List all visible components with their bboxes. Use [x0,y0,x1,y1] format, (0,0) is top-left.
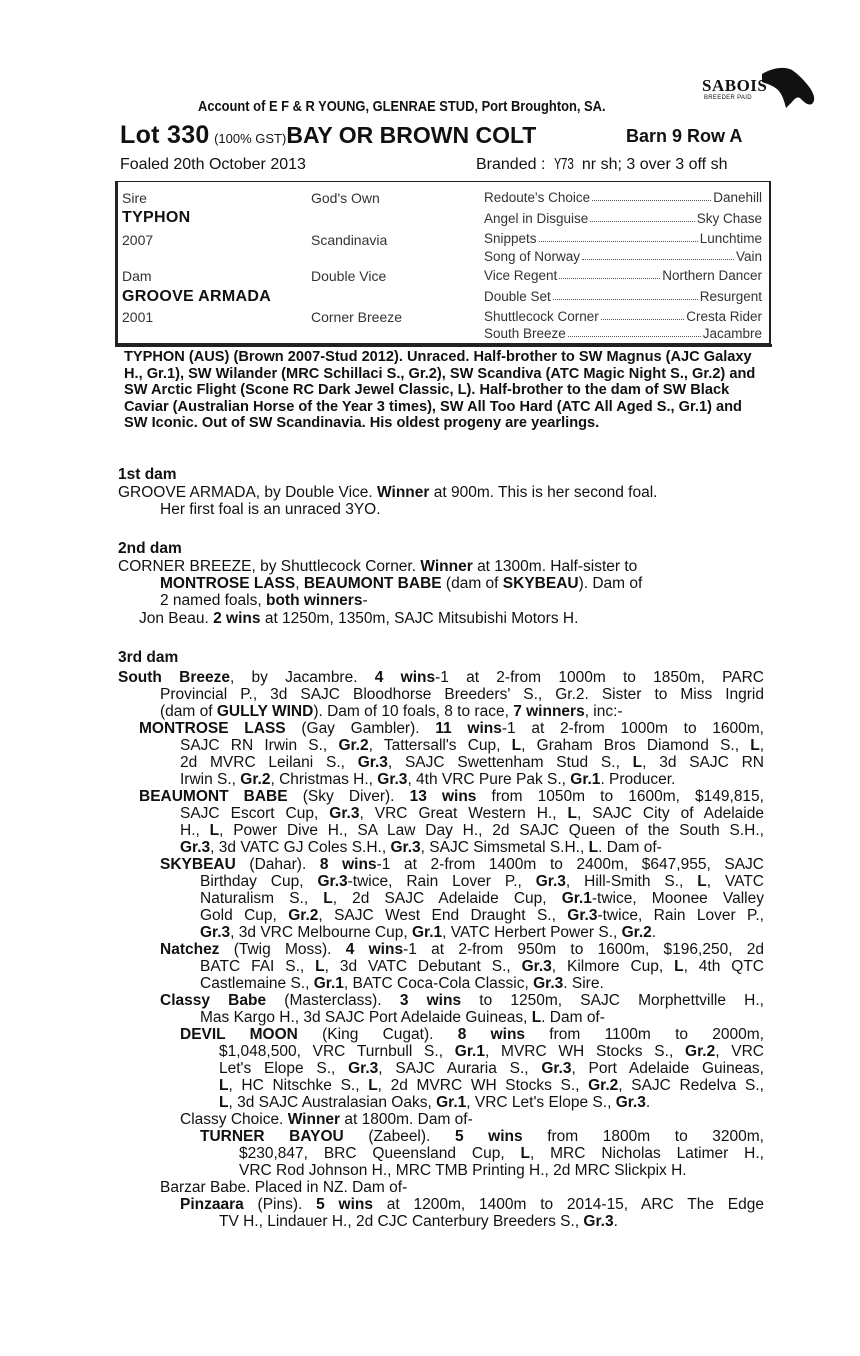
second-dam-line [160,592,368,609]
third-dam-line [180,754,764,771]
gg-left: Redoute's Choice [484,190,591,205]
third-dam-line [180,1026,764,1043]
text-run: $230,847, BRC Queensland Cup, [239,1145,521,1162]
third-dam-line [160,686,764,703]
text-run-bold: Gr.2 [240,771,271,788]
text-run-bold: Gr.3 [535,873,566,890]
text-run-bold: SKYBEAU [160,856,236,873]
text-run-bold: 8 wins [457,1026,526,1043]
brand-mark: Y73 [553,156,574,175]
text-run: at 1800m. Dam of- [340,1111,473,1128]
text-run: Birthday Cup, [200,873,318,890]
pedigree-gg-row [484,190,762,205]
text-run: -1 at 2-from 1000m to 1600m, [501,720,764,737]
text-run: , VRC Great Western H., [359,805,568,822]
pedigree-gg-row [484,249,762,264]
second-dam-line [160,575,642,592]
text-run-bold: BEAUMONT BABE [139,788,288,805]
branded-label: Branded : [476,156,546,173]
third-dam-line [200,958,764,975]
text-run: . Dam of- [541,1009,605,1026]
third-dam-heading: 3rd dam [118,649,179,666]
text-run-bold: L [750,737,760,754]
dam-dam: Corner Breeze [311,309,403,325]
text-run: , SAJC City of Adelaide [576,805,764,822]
text-run: (Pins). [243,1196,317,1213]
text-run: Let's Elope S., [219,1060,349,1077]
third-dam-line [200,890,764,907]
text-run-bold: Winner [420,558,473,575]
text-run-bold: 11 wins [435,720,502,737]
text-run: . [651,924,657,941]
text-run: GROOVE ARMADA, by Double Vice. [118,484,373,501]
text-run: Irwin S., [180,771,241,788]
text-run: , MVRC WH Stocks S., [484,1043,686,1060]
second-dam-line [118,558,637,575]
third-dam-line [160,1179,407,1196]
sire-dam: Scandinavia [311,232,388,248]
text-run-bold: Winner [377,484,430,501]
text-run: Castlemaine S., [200,975,314,992]
text-run-bold: Gr.3 [583,1213,614,1230]
third-dam-line [180,822,764,839]
gg-right: Cresta Rider [686,309,762,324]
text-run: , Christmas H., [270,771,378,788]
first-dam-heading: 1st dam [118,466,177,483]
pedigree-bottom-rule [115,344,772,347]
text-run-bold: GULLY WIND [216,703,314,720]
third-dam-line [180,839,662,856]
gst-note: (100% GST) [214,131,287,146]
text-run: , 4th VRC Pure Pak S., [407,771,571,788]
sire-sire: God's Own [311,190,380,206]
text-run: . [613,1213,618,1230]
third-dam-line [219,1077,764,1094]
text-run: (Masterclass). [266,992,400,1009]
text-run: Classy Choice. [180,1111,288,1128]
text-run-bold: Gr.1 [561,890,592,907]
text-run: , Graham Bros Diamond S., [521,737,751,754]
text-run: Naturalism S., [200,890,324,907]
text-run: , 2d SAJC Adelaide Cup, [332,890,562,907]
text-run-bold: L [531,1009,542,1026]
text-run: (Sky Diver). [287,788,410,805]
text-run-bold: Gr.3 [567,907,598,924]
text-run: 2d MVRC Leilani S., [180,754,358,771]
third-dam-line [180,737,764,754]
third-dam-line [219,1213,618,1230]
text-run-bold: Gr.3 [180,839,211,856]
third-dam-line [180,771,675,788]
text-run-bold: Gr.3 [615,1094,646,1111]
text-run-bold: Gr.3 [329,805,360,822]
text-run: , 2d MVRC WH Stocks S., [377,1077,589,1094]
text-run: , Power Dive H., SA Law Day H., 2d SAJC Queen of the South S.H., [219,822,764,839]
gg-right: Vain [735,249,762,264]
text-run: , 3d VATC GJ Coles S.H., [210,839,391,856]
sire-year: 2007 [122,232,154,248]
text-run: , Hill-Smith S., [565,873,698,890]
text-run: , SAJC Auraria S., [378,1060,542,1077]
gg-right: Sky Chase [696,211,762,226]
text-run-bold: Gr.3 [377,771,408,788]
text-run-bold: L [632,754,643,771]
text-run: , SAJC West End Draught S., [318,907,568,924]
text-run-bold: 3 wins [399,992,462,1009]
text-run-bold: Pinzaara [180,1196,244,1213]
text-run-bold: Gr.3 [541,1060,572,1077]
text-run: Provincial P., 3d SAJC Bloodhorse Breeders' S., Gr.2. Sister to Miss Ingrid [160,686,764,703]
text-run-bold: L [697,873,707,890]
dam-year: 2001 [122,309,154,325]
pedigree-gg-row [484,309,762,324]
text-run: SAJC RN Irwin S., [180,737,339,754]
text-run: (Twig Moss). [219,941,346,958]
pedigree-gg-row [484,231,762,246]
text-run: -twice, Rain Lover P., [597,907,764,924]
text-run-bold: Gr.1 [313,975,344,992]
third-dam-line [219,1060,764,1077]
text-run: , SAJC Redelva S., [618,1077,764,1094]
text-run: to 1250m, SAJC Morphettville H., [461,992,764,1009]
third-dam-line [200,924,656,941]
text-run-bold: Gr.3 [200,924,231,941]
text-run-bold: L [674,958,684,975]
text-run: - [362,592,368,609]
text-run: . Producer. [600,771,676,788]
second-dam-line [139,610,578,627]
text-run-bold: SKYBEAU [502,575,579,592]
text-run: $1,048,500, VRC Turnbull S., [219,1043,455,1060]
text-run-bold: L [219,1094,229,1111]
text-run: , [759,737,764,754]
pedigree-gg-row [484,326,762,341]
text-run-bold: L [567,805,577,822]
text-run-bold: L [209,822,220,839]
text-run: . Sire. [563,975,604,992]
text-run: , 4th QTC [683,958,764,975]
text-run-bold: Gr.3 [357,754,388,771]
text-run-bold: Gr.3 [317,873,348,890]
text-run-bold: L [315,958,325,975]
text-run-bold: 4 wins [374,669,436,686]
text-run: , Tattersall's Cup, [368,737,512,754]
text-run: , VATC [706,873,764,890]
lot-line [120,121,536,150]
text-run: , HC Nitschke S., [228,1077,369,1094]
text-run-bold: L [323,890,333,907]
text-run-bold: Gr.2 [588,1077,619,1094]
gg-left: South Breeze [484,326,566,341]
pedigree-gg-row [484,268,762,283]
text-run-bold: Gr.2 [338,737,369,754]
text-run: -twice, Moonee Valley [591,890,764,907]
text-run: -1 at 2-from 1400m to 2400m, $647,955, SAJC [376,856,764,873]
third-dam-line [200,907,764,924]
text-run: (King Cugat). [297,1026,458,1043]
sire-name: TYPHON [122,209,191,226]
sire-label: Sire [122,190,147,206]
text-run: ). Dam of 10 foals, 8 to race, [313,703,514,720]
text-run: at 1250m, 1350m, SAJC Mitsubishi Motors H. [264,610,579,627]
third-dam-line [160,992,764,1009]
dam-label: Dam [122,268,152,284]
gg-left: Snippets [484,231,537,246]
dam-name: GROOVE ARMADA [122,288,272,305]
third-dam-line [160,941,764,958]
text-run: -twice, Rain Lover P., [347,873,536,890]
text-run: from 1050m to 1600m, $149,815, [476,788,764,805]
gg-left: Shuttlecock Corner [484,309,599,324]
text-run-bold: Classy Babe [160,992,267,1009]
third-dam-line [139,788,764,805]
text-run-bold: MONTROSE LASS [160,575,296,592]
third-dam-line [239,1162,687,1179]
text-run-bold: 7 winners [513,703,585,720]
dam-sire: Double Vice [311,268,387,284]
text-run-bold: Natchez [160,941,220,958]
text-run: VRC Rod Johnson H., MRC TMB Printing H., 2d MRC Slickpix H. [239,1162,687,1179]
text-run-bold: South Breeze [118,669,230,686]
text-run-bold: L [219,1077,229,1094]
third-dam-line [219,1043,764,1060]
text-run-bold: Winner [287,1111,341,1128]
text-run: at 1200m, 1400m to 2014-15, ARC The Edge [373,1196,764,1213]
pedigree-table [115,181,771,344]
third-dam-line [160,856,764,873]
barn-location: Barn 9 Row A [626,126,743,146]
text-run-bold: 2 wins [213,610,261,627]
gg-left: Double Set [484,289,551,304]
text-run: from 1100m to 2000m, [525,1026,764,1043]
text-run: , 3d VRC Melbourne Cup, [230,924,412,941]
text-run: , VRC [715,1043,764,1060]
text-run: Jon Beau. [139,610,209,627]
text-run: BATC FAI S., [200,958,316,975]
third-dam-line [200,975,604,992]
text-run-bold: 13 wins [409,788,477,805]
gg-left: Vice Regent [484,268,558,283]
text-run: TV H., Lindauer H., 2d CJC Canterbury Breeders S., [219,1213,584,1230]
text-run: (Dahar). [235,856,320,873]
text-run: (dam of [445,575,499,592]
third-dam-line [200,873,764,890]
text-run-bold: Gr.3 [533,975,564,992]
text-run-bold: Gr.1 [454,1043,485,1060]
pedigree-gg-row [484,211,762,226]
third-dam-line [118,669,764,686]
text-run: . Dam of- [598,839,662,856]
text-run-bold: Gr.2 [621,924,652,941]
branded-detail: nr sh; 3 over 3 off sh [581,156,728,173]
text-run: at 900m. This is her second foal. [433,484,658,501]
text-run-bold: 8 wins [319,856,377,873]
gg-left: Song of Norway [484,249,581,264]
text-run-bold: BEAUMONT BABE [303,575,442,592]
text-run: , BATC Coca-Cola Classic, [343,975,534,992]
text-run-bold: Gr.3 [348,1060,379,1077]
text-run-bold: both winners [266,592,363,609]
third-dam-line [200,1128,764,1145]
text-run: , 3d SAJC Australasian Oaks, [228,1094,437,1111]
third-dam-line [139,720,764,737]
text-run: from 1800m to 3200m, [522,1128,764,1145]
text-run: , SAJC Simsmetal S.H., [420,839,589,856]
text-run-bold: Gr.2 [288,907,319,924]
text-run: ). Dam of [578,575,643,592]
text-run: (Zabeel). [343,1128,455,1145]
text-run: , 3d SAJC RN [642,754,764,771]
text-run: , [295,575,300,592]
text-run-bold: 5 wins [454,1128,523,1145]
vendor-account: Account of E F & R YOUNG, GLENRAE STUD, Port Broughton, SA. [198,98,606,115]
text-run-bold: Gr.1 [436,1094,467,1111]
third-dam-line [200,1009,605,1026]
text-run: , SAJC Swettenham Stud S., [387,754,633,771]
gg-right: Danehill [713,190,762,205]
sire-summary: TYPHON (AUS) (Brown 2007-Stud 2012). Unraced. Half-brother to SW Magnus (AJC Galaxy H., Gr.1), SW Wilander (MRC Schillaci S., Gr.2), SW Scandiva (ATC Magic Night S., Gr.2) and SW Arctic Flight (Scone RC Dark Jewel Classic, L). Half-brother to the dam of SW Black Caviar (Australian Horse of the Year 3 times), SW All Too Hard (ATC All Aged S., Gr.1) and SW Iconic. Out of SW Scandinavia. His oldest progeny are yearlings. [124,349,756,431]
third-dam-line [239,1145,764,1162]
text-run-bold: Gr.1 [570,771,601,788]
text-run-bold: L [588,839,599,856]
text-run-bold: 4 wins [345,941,404,958]
pedigree-gg-row [484,289,762,304]
lot-number: Lot 330 [120,121,210,149]
text-run: (dam of [160,703,217,720]
text-run: H., [180,822,210,839]
third-dam-line [219,1094,650,1111]
brand-info [476,156,727,175]
gg-right: Jacambre [702,326,762,341]
sabois-logo [700,64,818,112]
text-run-bold: Gr.3 [390,839,421,856]
third-dam-line [180,1196,764,1213]
third-dam-line [160,703,623,720]
third-dam-line [180,805,764,822]
text-run: , VATC Herbert Power S., [442,924,622,941]
text-run: Mas Kargo H., 3d SAJC Port Adelaide Guineas, [200,1009,532,1026]
text-run: at 1300m. Half-sister to [477,558,638,575]
text-run-bold: Gr.2 [685,1043,716,1060]
text-run: , MRC Nicholas Latimer H., [529,1145,764,1162]
third-dam-line [180,1111,473,1128]
text-run: , 3d VATC Debutant S., [324,958,522,975]
text-run: . [645,1094,651,1111]
text-run-bold: MONTROSE LASS [139,720,286,737]
text-run-bold: DEVIL MOON [180,1026,298,1043]
text-run-bold: Gr.1 [411,924,443,941]
text-run-bold: L [520,1145,530,1162]
text-run: 2 named foals, [160,592,262,609]
logo-subtext: BREEDER PAID [704,95,752,101]
text-run: , by Jacambre. [230,669,375,686]
gg-right: Resurgent [699,289,762,304]
text-run: SAJC Escort Cup, [180,805,330,822]
text-run: , inc:- [584,703,623,720]
text-run: , Port Adelaide Guineas, [571,1060,764,1077]
text-run-bold: TURNER BAYOU [200,1128,344,1145]
text-run-bold: L [368,1077,378,1094]
gg-right: Lunchtime [699,231,762,246]
text-run-bold: L [511,737,522,754]
text-run: (Gay Gambler). [285,720,436,737]
text-run: Barzar Babe. Placed in NZ. Dam of- [160,1179,408,1196]
text-run: , Kilmore Cup, [551,958,675,975]
first-dam-line: Her first foal is an unraced 3YO. [160,501,381,518]
text-run: Gold Cup, [200,907,289,924]
lot-description: BAY OR BROWN COLT [286,122,537,148]
gg-right: Northern Dancer [662,268,762,283]
text-run: , VRC Let's Elope S., [466,1094,616,1111]
text-run: CORNER BREEZE, by Shuttlecock Corner. [118,558,417,575]
text-run-bold: Gr.3 [521,958,552,975]
foaled-date: Foaled 20th October 2013 [120,156,306,173]
text-run: -1 at 2-from 950m to 1600m, $196,250, 2d [403,941,764,958]
gg-left: Angel in Disguise [484,211,589,226]
text-run-bold: 5 wins [316,1196,374,1213]
first-dam-line [118,484,657,501]
logo-text: SABOIS [702,76,768,95]
second-dam-heading: 2nd dam [118,540,182,557]
text-run: -1 at 2-from 1000m to 1850m, PARC [435,669,764,686]
